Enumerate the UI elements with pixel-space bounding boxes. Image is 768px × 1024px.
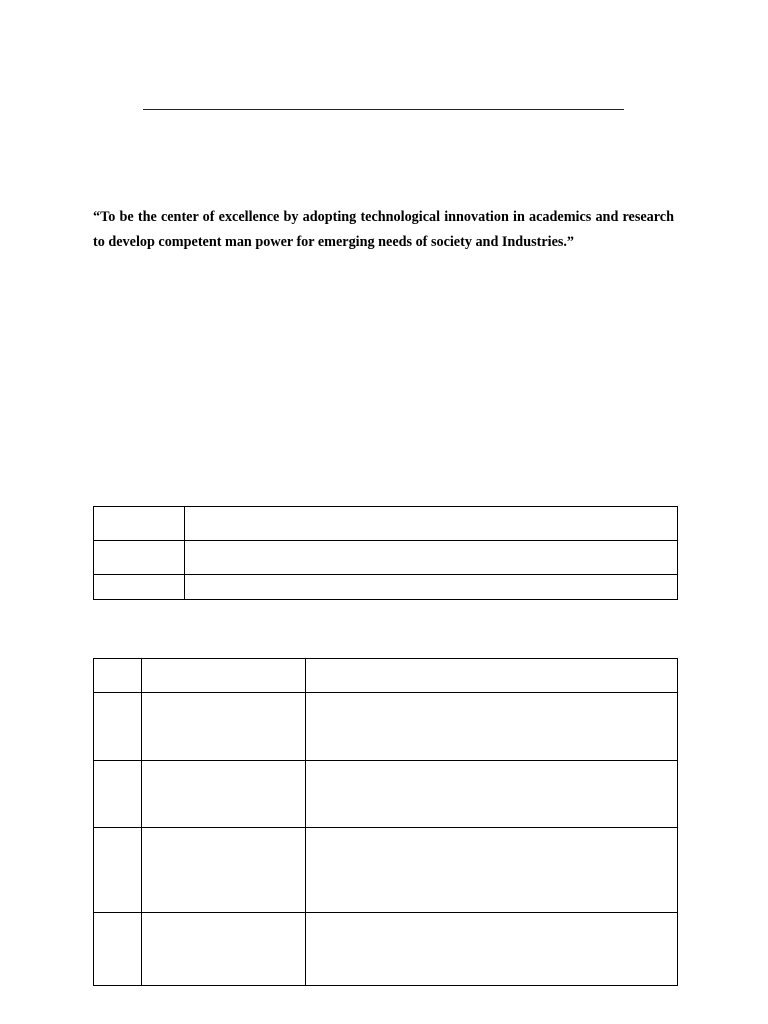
- table-cell: [142, 761, 306, 828]
- table-cell: [94, 761, 142, 828]
- title-rule: [143, 109, 624, 110]
- table-cell: [142, 913, 306, 986]
- table-cell: [94, 507, 185, 541]
- table-row: [94, 761, 678, 828]
- table-cell: [306, 761, 678, 828]
- table-cell: [94, 828, 142, 913]
- table-row: [94, 507, 678, 541]
- table-row: [94, 575, 678, 600]
- details-table: [93, 658, 678, 986]
- table-cell: [306, 913, 678, 986]
- table-cell: [185, 507, 678, 541]
- table-cell: [185, 541, 678, 575]
- table-cell: [142, 828, 306, 913]
- table-cell: [142, 693, 306, 761]
- table-row: [94, 541, 678, 575]
- table-cell: [94, 913, 142, 986]
- vision-statement: “To be the center of excellence by adopting technological innovation in academics and research to develop competent man power for emerging needs of society and Industries.”: [93, 209, 674, 250]
- table-row: [94, 913, 678, 986]
- table-row: [94, 693, 678, 761]
- table-cell: [306, 659, 678, 693]
- table-cell: [306, 828, 678, 913]
- table-cell: [185, 575, 678, 600]
- info-table: [93, 506, 678, 600]
- table-cell: [94, 575, 185, 600]
- table-cell: [94, 659, 142, 693]
- table-cell: [94, 693, 142, 761]
- table-row: [94, 828, 678, 913]
- table-row: [94, 659, 678, 693]
- table-cell: [142, 659, 306, 693]
- table-cell: [94, 541, 185, 575]
- table-cell: [306, 693, 678, 761]
